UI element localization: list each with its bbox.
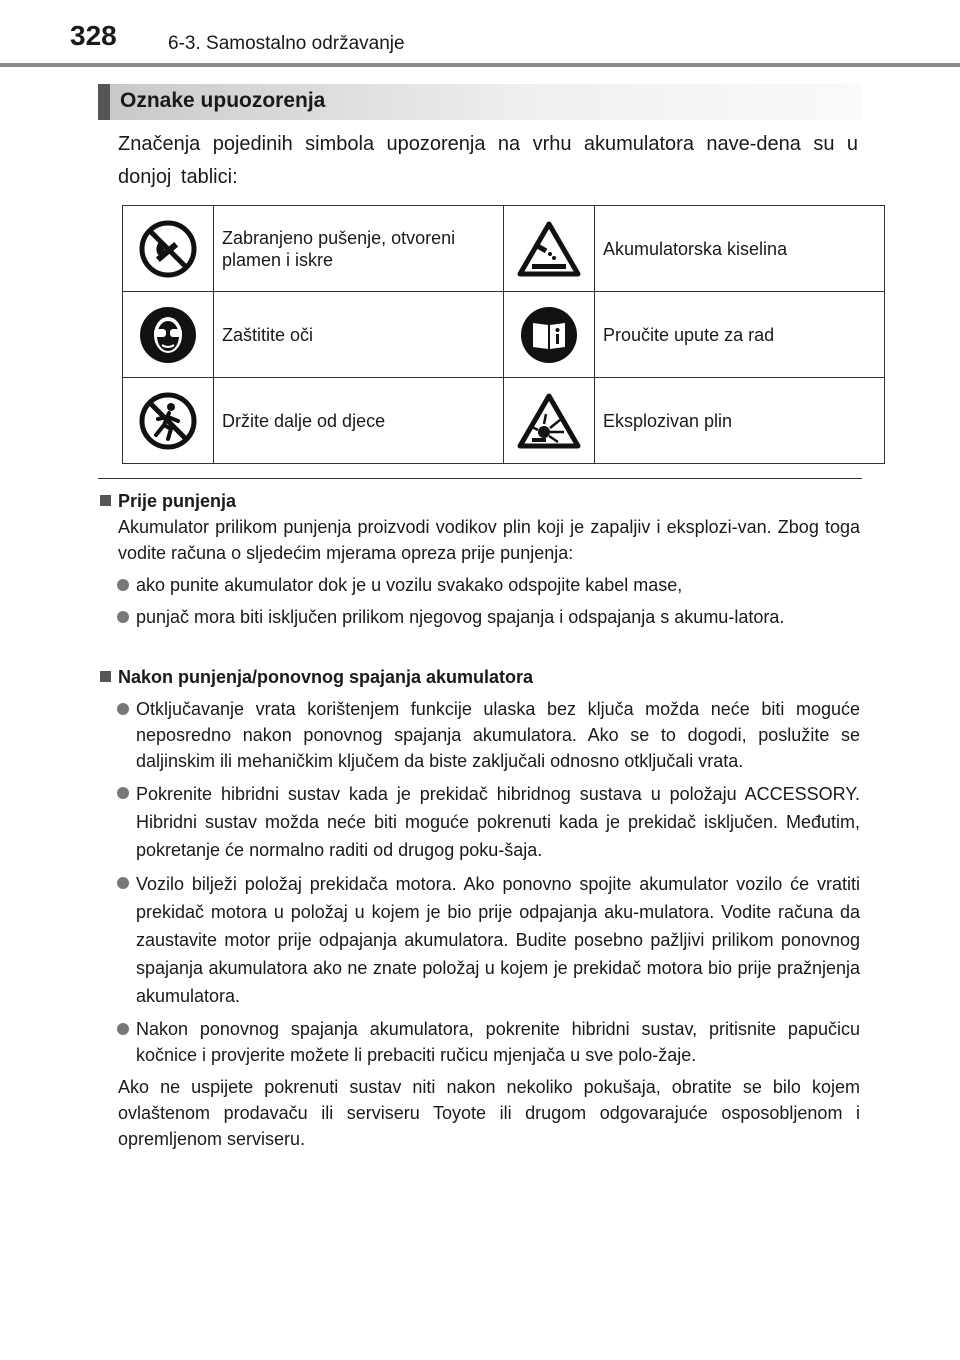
symbol-label: Zaštitite oči	[214, 292, 504, 378]
symbol-cell	[504, 206, 595, 292]
table-row	[123, 206, 885, 292]
symbol-label: Eksplozivan plin	[595, 378, 885, 464]
warning-symbols-table	[122, 205, 885, 464]
symbol-label: Držite dalje od djece	[214, 378, 504, 464]
table-row	[123, 292, 885, 378]
list-item: Nakon ponovnog spajanja akumulatora, pokrenite hibridni sustav, pritisnite papučicu kočnice i provjerite možete li prebaciti ručicu mjenjača u sve polo-žaje.	[98, 1016, 860, 1068]
after-charging-heading: Nakon punjenja/ponovnog spajanja akumulatora	[98, 664, 860, 690]
section-intro: Značenja pojedinih simbola upozorenja na vrhu akumulatora nave-dena su u donjoj tablici:	[118, 133, 858, 188]
before-charging-heading: Prije punjenja	[98, 488, 860, 514]
eye-protection-icon	[138, 305, 198, 365]
header-rule	[0, 63, 960, 67]
symbol-label: Akumulatorska kiselina	[595, 206, 885, 292]
list-item: Vozilo bilježi položaj prekidača motora. Ako ponovno spojite akumulator vozilo će vratiti prekidač motora u položaj u kojem je bio prije odpajanja aku-mulatora. Vodite računa da zaustavite motor prije odpajanja akumulatora. Budite posebno pažljivi prilikom ponovnog spajanja akumulatora ako ne znate položaj u kojem je prekidač motora bio prije pražnjenja akumulatora.	[98, 870, 860, 1010]
symbol-cell	[504, 292, 595, 378]
battery-acid-icon	[516, 220, 582, 278]
read-manual-icon	[519, 305, 579, 365]
symbol-cell	[123, 292, 214, 378]
section-header	[98, 84, 862, 120]
symbol-cell	[123, 378, 214, 464]
explosive-gas-icon	[516, 392, 582, 450]
list-item: Otključavanje vrata korištenjem funkcije ulaska bez ključa možda neće biti moguće neposredno nakon ponovnog spajanja akumulatora. Ako se to dogodi, poslužite se daljinskim ili mehaničkim ključem da biste zaključali odnosno otključali vrata.	[98, 696, 860, 774]
chapter-title: 6-3. Samostalno održavanje	[168, 33, 405, 54]
symbol-label: Proučite upute za rad	[595, 292, 885, 378]
before-charging-text: Akumulator prilikom punjenja proizvodi vodikov plin koji je zapaljiv i eksplozi-van. Zbog toga vodite računa o sljedećim mjerama opreza prije punjenja:	[118, 517, 860, 563]
before-charging-section	[98, 488, 860, 630]
no-smoking-icon	[138, 219, 198, 279]
list-item: punjač mora biti isključen prilikom njegovog spajanja i odspajanja s akumu-latora.	[98, 604, 860, 630]
after-charging-section	[98, 664, 860, 1152]
table-divider	[98, 478, 862, 479]
table-row	[123, 378, 885, 464]
list-item: Pokrenite hibridni sustav kada je prekidač hibridnog sustava u položaju ACCESSORY. Hibridni sustav možda neće biti moguće pokrenuti kada je prekidač isključen. Međutim, pokretanje će normalno raditi od drugog poku-šaja.	[98, 780, 860, 864]
section-title: Oznake upuozorenja	[120, 89, 326, 112]
symbol-label: Zabranjeno pušenje, otvoreni plamen i iskre	[214, 206, 504, 292]
symbol-cell	[123, 206, 214, 292]
symbol-cell	[504, 378, 595, 464]
closing-text: Ako ne uspijete pokrenuti sustav niti nakon nekoliko pokušaja, obratite se bilo kojem ovlaštenom prodavaču ili serviseru Toyote ili drugom odgovarajuće osposobljenom i opremljenom serviseru.	[118, 1077, 860, 1149]
list-item: ako punite akumulator dok je u vozilu svakako odspojite kabel mase,	[98, 572, 860, 598]
keep-away-children-icon	[138, 391, 198, 451]
page-number: 328	[70, 20, 117, 51]
